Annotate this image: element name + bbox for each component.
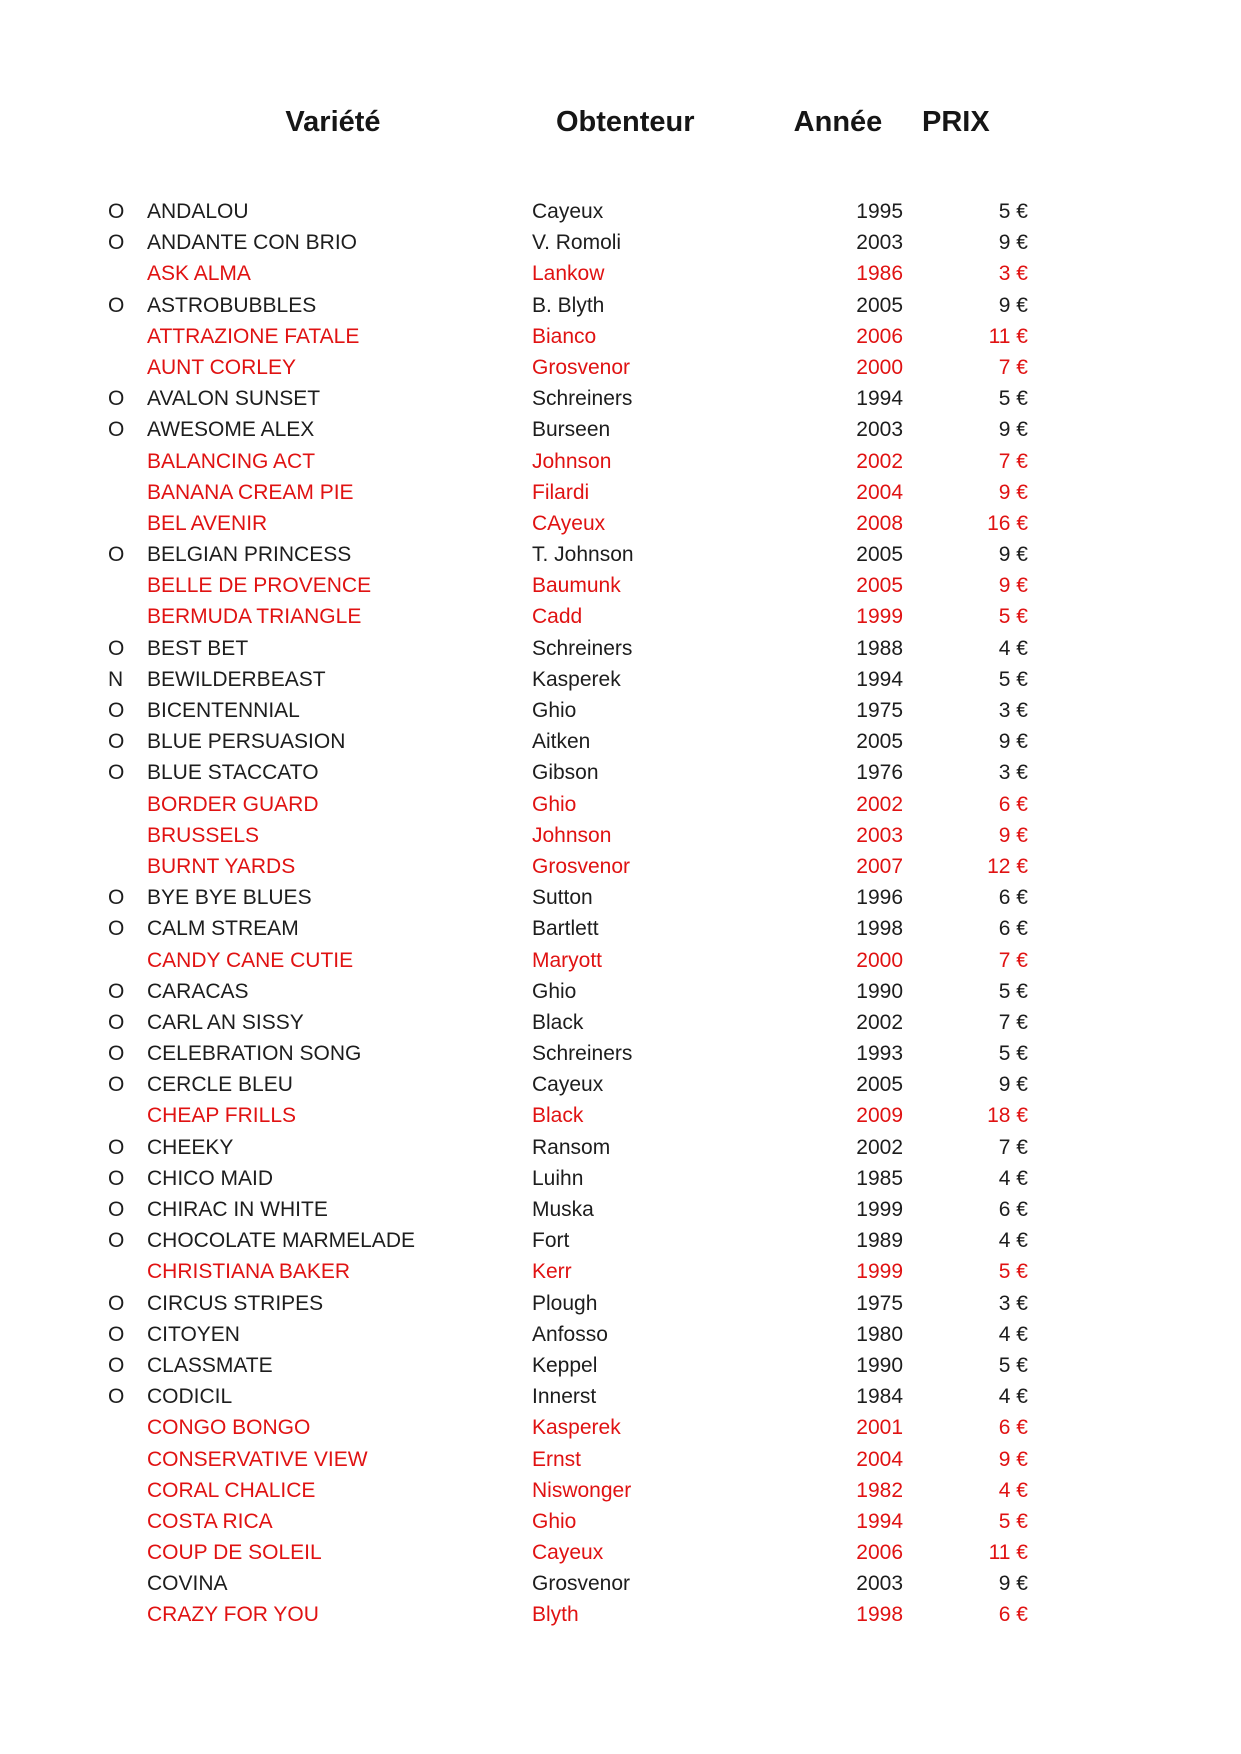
table-row: [0, 820, 1241, 851]
table-row: [0, 601, 1241, 632]
breeder-name: CAyeux: [532, 511, 606, 535]
variety-name: BRUSSELS: [147, 823, 260, 847]
variety-name: BANANA CREAM PIE: [147, 480, 354, 504]
table-row: [0, 196, 1241, 227]
row-marker: O: [108, 418, 125, 442]
year-value: 2007: [856, 854, 903, 878]
year-value: 2003: [856, 231, 903, 255]
variety-name: COVINA: [147, 1572, 228, 1596]
variety-name: CITOYEN: [147, 1322, 240, 1346]
year-value: 1990: [856, 1353, 903, 1377]
year-value: 1994: [856, 667, 903, 691]
price-value: 6 €: [998, 792, 1028, 816]
year-value: 2006: [856, 324, 903, 348]
table-header: [0, 101, 1241, 143]
breeder-name: Kasperek: [532, 667, 621, 691]
breeder-name: Baumunk: [532, 574, 621, 598]
row-marker: O: [108, 1198, 125, 1221]
price-value: 5 €: [998, 1509, 1028, 1533]
price-value: 5 €: [998, 1353, 1028, 1377]
variety-name: AWESOME ALEX: [147, 418, 315, 442]
price-value: 5 €: [998, 667, 1028, 691]
breeder-name: Plough: [532, 1291, 598, 1315]
variety-name: ASK ALMA: [147, 262, 251, 286]
breeder-name: Ghio: [532, 699, 577, 722]
variety-name: CONSERVATIVE VIEW: [147, 1447, 368, 1471]
variety-name: ANDALOU: [147, 200, 249, 223]
year-value: 2005: [856, 574, 903, 598]
price-value: 9 €: [998, 543, 1028, 567]
table-row: [0, 695, 1241, 726]
price-value: 4 €: [998, 1166, 1028, 1190]
price-value: 6 €: [998, 1416, 1028, 1440]
year-value: 1976: [856, 761, 903, 785]
table-row: [0, 664, 1241, 695]
year-value: 1999: [856, 605, 903, 629]
table-row: [0, 1194, 1241, 1225]
breeder-name: Lankow: [532, 262, 605, 286]
breeder-name: Muska: [532, 1198, 594, 1221]
variety-name: CELEBRATION SONG: [147, 1042, 362, 1066]
variety-name: BELLE DE PROVENCE: [147, 574, 372, 598]
table-row: [0, 633, 1241, 664]
price-value: 6 €: [998, 1603, 1028, 1627]
breeder-name: Grosvenor: [532, 355, 631, 379]
breeder-name: Anfosso: [532, 1322, 608, 1346]
table-row: [0, 258, 1241, 289]
price-value: 5 €: [998, 1042, 1028, 1066]
column-header-price: PRIX: [922, 106, 990, 138]
table-row: [0, 1163, 1241, 1194]
breeder-name: B. Blyth: [532, 293, 605, 317]
year-value: 2005: [856, 543, 903, 567]
breeder-name: Johnson: [532, 449, 612, 473]
year-value: 1995: [856, 200, 903, 223]
breeder-name: Johnson: [532, 823, 612, 847]
variety-name: CODICIL: [147, 1385, 233, 1409]
price-value: 7 €: [998, 1010, 1028, 1034]
table-row: [0, 851, 1241, 882]
year-value: 2000: [856, 948, 903, 972]
variety-name: BEL AVENIR: [147, 511, 268, 535]
variety-name: ASTROBUBBLES: [147, 293, 317, 317]
variety-name: CONGO BONGO: [147, 1416, 311, 1440]
variety-name: BLUE PERSUASION: [147, 730, 346, 754]
price-value: 16 €: [987, 511, 1028, 535]
table-row: [0, 570, 1241, 601]
row-marker: O: [108, 730, 125, 754]
year-value: 2009: [856, 1104, 903, 1128]
table-row: [0, 446, 1241, 477]
breeder-name: Grosvenor: [532, 1572, 631, 1596]
breeder-name: Fort: [532, 1229, 570, 1253]
year-value: 2002: [856, 449, 903, 473]
breeder-name: Cadd: [532, 605, 583, 629]
row-marker: O: [108, 1229, 125, 1253]
year-value: 1986: [856, 262, 903, 286]
variety-name: CLASSMATE: [147, 1353, 273, 1377]
row-marker: O: [108, 387, 125, 411]
price-value: 7 €: [998, 948, 1028, 972]
variety-name: BORDER GUARD: [147, 792, 319, 816]
variety-name: AVALON SUNSET: [147, 387, 321, 411]
year-value: 1998: [856, 1603, 903, 1627]
column-header-year: Année: [793, 106, 883, 138]
price-value: 5 €: [998, 979, 1028, 1003]
breeder-name: Niswonger: [532, 1478, 632, 1502]
year-value: 2004: [856, 480, 903, 504]
variety-name: COSTA RICA: [147, 1509, 273, 1533]
table-row: [0, 1319, 1241, 1350]
price-value: 5 €: [998, 387, 1028, 411]
price-value: 9 €: [998, 293, 1028, 317]
price-value: 4 €: [998, 1229, 1028, 1253]
table-row: [0, 383, 1241, 414]
price-value: 11 €: [988, 1541, 1028, 1565]
table-row: [0, 789, 1241, 820]
variety-name: COUP DE SOLEIL: [147, 1541, 322, 1565]
row-marker: O: [108, 699, 125, 722]
table-row: [0, 321, 1241, 352]
price-value: 3 €: [998, 761, 1028, 785]
table-row: [0, 227, 1241, 258]
year-value: 2008: [856, 511, 903, 535]
year-value: 2002: [856, 1010, 903, 1034]
row-marker: O: [108, 1322, 125, 1346]
row-marker: O: [108, 761, 125, 785]
table-row: [0, 508, 1241, 539]
price-value: 12 €: [987, 854, 1028, 878]
price-value: 4 €: [998, 1478, 1028, 1502]
table-row: [0, 1288, 1241, 1319]
year-value: 1982: [856, 1478, 903, 1502]
column-header-variety: Variété: [285, 106, 381, 138]
year-value: 2003: [856, 1572, 903, 1596]
row-marker: O: [108, 886, 125, 910]
table-row: [0, 882, 1241, 913]
variety-name: BEWILDERBEAST: [147, 667, 326, 691]
table-row: [0, 1381, 1241, 1412]
year-value: 1975: [856, 699, 903, 722]
table-row: [0, 1100, 1241, 1131]
variety-name: ANDANTE CON BRIO: [147, 231, 358, 255]
row-marker: O: [108, 1073, 125, 1097]
variety-name: BLUE STACCATO: [147, 761, 319, 785]
price-value: 3 €: [998, 699, 1028, 722]
row-marker: O: [108, 200, 125, 223]
breeder-name: Black: [532, 1010, 584, 1034]
table-row: [0, 1475, 1241, 1506]
year-value: 2001: [856, 1416, 903, 1440]
price-value: 7 €: [998, 1135, 1028, 1159]
variety-name: BALANCING ACT: [147, 449, 316, 473]
variety-name: CHRISTIANA BAKER: [147, 1260, 351, 1284]
row-marker: O: [108, 636, 125, 660]
table-body: [0, 196, 1241, 1631]
price-value: 9 €: [998, 823, 1028, 847]
price-value: 6 €: [998, 917, 1028, 941]
price-value: 5 €: [998, 200, 1028, 223]
breeder-name: Bianco: [532, 324, 597, 348]
year-value: 2005: [856, 730, 903, 754]
price-value: 6 €: [998, 1198, 1028, 1221]
table-row: [0, 1256, 1241, 1287]
price-value: 4 €: [998, 1385, 1028, 1409]
year-value: 2004: [856, 1447, 903, 1471]
table-row: [0, 1568, 1241, 1599]
table-row: [0, 352, 1241, 383]
price-value: 9 €: [998, 418, 1028, 442]
variety-name: ATTRAZIONE FATALE: [147, 324, 360, 348]
variety-name: CERCLE BLEU: [147, 1073, 293, 1097]
year-value: 1999: [856, 1198, 903, 1221]
breeder-name: Luihn: [532, 1166, 584, 1190]
variety-name: CANDY CANE CUTIE: [147, 948, 354, 972]
breeder-name: Schreiners: [532, 636, 633, 660]
variety-name: CHICO MAID: [147, 1166, 273, 1190]
table-row: [0, 913, 1241, 944]
table-row: [0, 1038, 1241, 1069]
price-value: 9 €: [998, 480, 1028, 504]
table-row: [0, 1007, 1241, 1038]
table-row: [0, 290, 1241, 321]
variety-name: CORAL CHALICE: [147, 1478, 316, 1502]
table-row: [0, 1506, 1241, 1537]
breeder-name: Cayeux: [532, 1073, 604, 1097]
year-value: 1996: [856, 886, 903, 910]
row-marker: O: [108, 1385, 125, 1409]
breeder-name: Schreiners: [532, 1042, 633, 1066]
variety-name: AUNT CORLEY: [147, 355, 296, 379]
year-value: 1994: [856, 387, 903, 411]
price-value: 5 €: [998, 1260, 1028, 1284]
breeder-name: Ernst: [532, 1447, 582, 1471]
table-row: [0, 976, 1241, 1007]
price-value: 3 €: [998, 1291, 1028, 1315]
table-row: [0, 1412, 1241, 1443]
variety-name: CHEEKY: [147, 1135, 234, 1159]
variety-name: BICENTENNIAL: [147, 699, 300, 722]
price-value: 9 €: [998, 1073, 1028, 1097]
table-row: [0, 1444, 1241, 1475]
price-value: 9 €: [998, 231, 1028, 255]
row-marker: O: [108, 293, 125, 317]
breeder-name: Blyth: [532, 1603, 579, 1627]
year-value: 1988: [856, 636, 903, 660]
table-row: [0, 1350, 1241, 1381]
year-value: 2002: [856, 1135, 903, 1159]
year-value: 1975: [856, 1291, 903, 1315]
price-value: 7 €: [998, 449, 1028, 473]
price-value: 9 €: [998, 730, 1028, 754]
table-row: [0, 1225, 1241, 1256]
table-row: [0, 945, 1241, 976]
table-row: [0, 1132, 1241, 1163]
variety-name: BEST BET: [147, 636, 249, 660]
breeder-name: Bartlett: [532, 917, 599, 941]
column-header-breeder: Obtenteur: [556, 106, 695, 138]
breeder-name: Ransom: [532, 1135, 611, 1159]
year-value: 1985: [856, 1166, 903, 1190]
breeder-name: Cayeux: [532, 1541, 604, 1565]
price-value: 7 €: [998, 355, 1028, 379]
year-value: 1993: [856, 1042, 903, 1066]
variety-name: CHIRAC IN WHITE: [147, 1198, 328, 1221]
breeder-name: Grosvenor: [532, 854, 631, 878]
row-marker: O: [108, 543, 125, 567]
row-marker: O: [108, 917, 125, 941]
variety-name: BERMUDA TRIANGLE: [147, 605, 362, 629]
row-marker: O: [108, 1291, 125, 1315]
row-marker: O: [108, 1166, 125, 1190]
year-value: 2005: [856, 1073, 903, 1097]
price-value: 4 €: [998, 1322, 1028, 1346]
year-value: 2006: [856, 1541, 903, 1565]
table-row: [0, 757, 1241, 788]
breeder-name: Innerst: [532, 1385, 597, 1409]
table-row: [0, 414, 1241, 445]
price-value: 11 €: [988, 324, 1028, 348]
row-marker: O: [108, 1135, 125, 1159]
table-row: [0, 539, 1241, 570]
table-row: [0, 477, 1241, 508]
breeder-name: Schreiners: [532, 387, 633, 411]
breeder-name: Ghio: [532, 979, 577, 1003]
breeder-name: Ghio: [532, 792, 577, 816]
breeder-name: Gibson: [532, 761, 599, 785]
year-value: 2003: [856, 418, 903, 442]
breeder-name: Ghio: [532, 1509, 577, 1533]
variety-name: CALM STREAM: [147, 917, 299, 941]
price-value: 5 €: [998, 605, 1028, 629]
breeder-name: Black: [532, 1104, 584, 1128]
row-marker: N: [108, 667, 124, 691]
price-value: 9 €: [998, 1447, 1028, 1471]
year-value: 1980: [856, 1322, 903, 1346]
row-marker: O: [108, 1353, 125, 1377]
price-value: 6 €: [998, 886, 1028, 910]
price-value: 18 €: [987, 1104, 1028, 1128]
table-row: [0, 1537, 1241, 1568]
year-value: 1989: [856, 1229, 903, 1253]
row-marker: O: [108, 979, 125, 1003]
variety-name: BYE BYE BLUES: [147, 886, 312, 910]
variety-name: CHOCOLATE MARMELADE: [147, 1229, 415, 1253]
breeder-name: Filardi: [532, 480, 590, 504]
row-marker: O: [108, 231, 125, 255]
breeder-name: Aitken: [532, 730, 591, 754]
table-row: [0, 1599, 1241, 1630]
breeder-name: Kasperek: [532, 1416, 621, 1440]
breeder-name: V. Romoli: [532, 231, 622, 255]
price-value: 4 €: [998, 636, 1028, 660]
year-value: 2005: [856, 293, 903, 317]
variety-name: CRAZY FOR YOU: [147, 1603, 319, 1627]
breeder-name: Burseen: [532, 418, 611, 442]
variety-name: BURNT YARDS: [147, 854, 296, 878]
year-value: 2000: [856, 355, 903, 379]
price-value: 3 €: [998, 262, 1028, 286]
year-value: 1990: [856, 979, 903, 1003]
row-marker: O: [108, 1010, 125, 1034]
breeder-name: Sutton: [532, 886, 593, 910]
row-marker: O: [108, 1042, 125, 1066]
year-value: 2003: [856, 823, 903, 847]
year-value: 1994: [856, 1509, 903, 1533]
price-value: 9 €: [998, 574, 1028, 598]
variety-name: CARACAS: [147, 979, 249, 1003]
table-row: [0, 1069, 1241, 1100]
year-value: 1999: [856, 1260, 903, 1284]
variety-name: CIRCUS STRIPES: [147, 1291, 324, 1315]
year-value: 1984: [856, 1385, 903, 1409]
breeder-name: Maryott: [532, 948, 603, 972]
breeder-name: Kerr: [532, 1260, 572, 1284]
year-value: 1998: [856, 917, 903, 941]
variety-name: BELGIAN PRINCESS: [147, 543, 352, 567]
year-value: 2002: [856, 792, 903, 816]
breeder-name: Cayeux: [532, 200, 604, 223]
table-row: [0, 726, 1241, 757]
breeder-name: Keppel: [532, 1353, 598, 1377]
price-value: 9 €: [998, 1572, 1028, 1596]
variety-name: CARL AN SISSY: [147, 1010, 304, 1034]
variety-name: CHEAP FRILLS: [147, 1104, 296, 1128]
breeder-name: T. Johnson: [532, 543, 634, 567]
